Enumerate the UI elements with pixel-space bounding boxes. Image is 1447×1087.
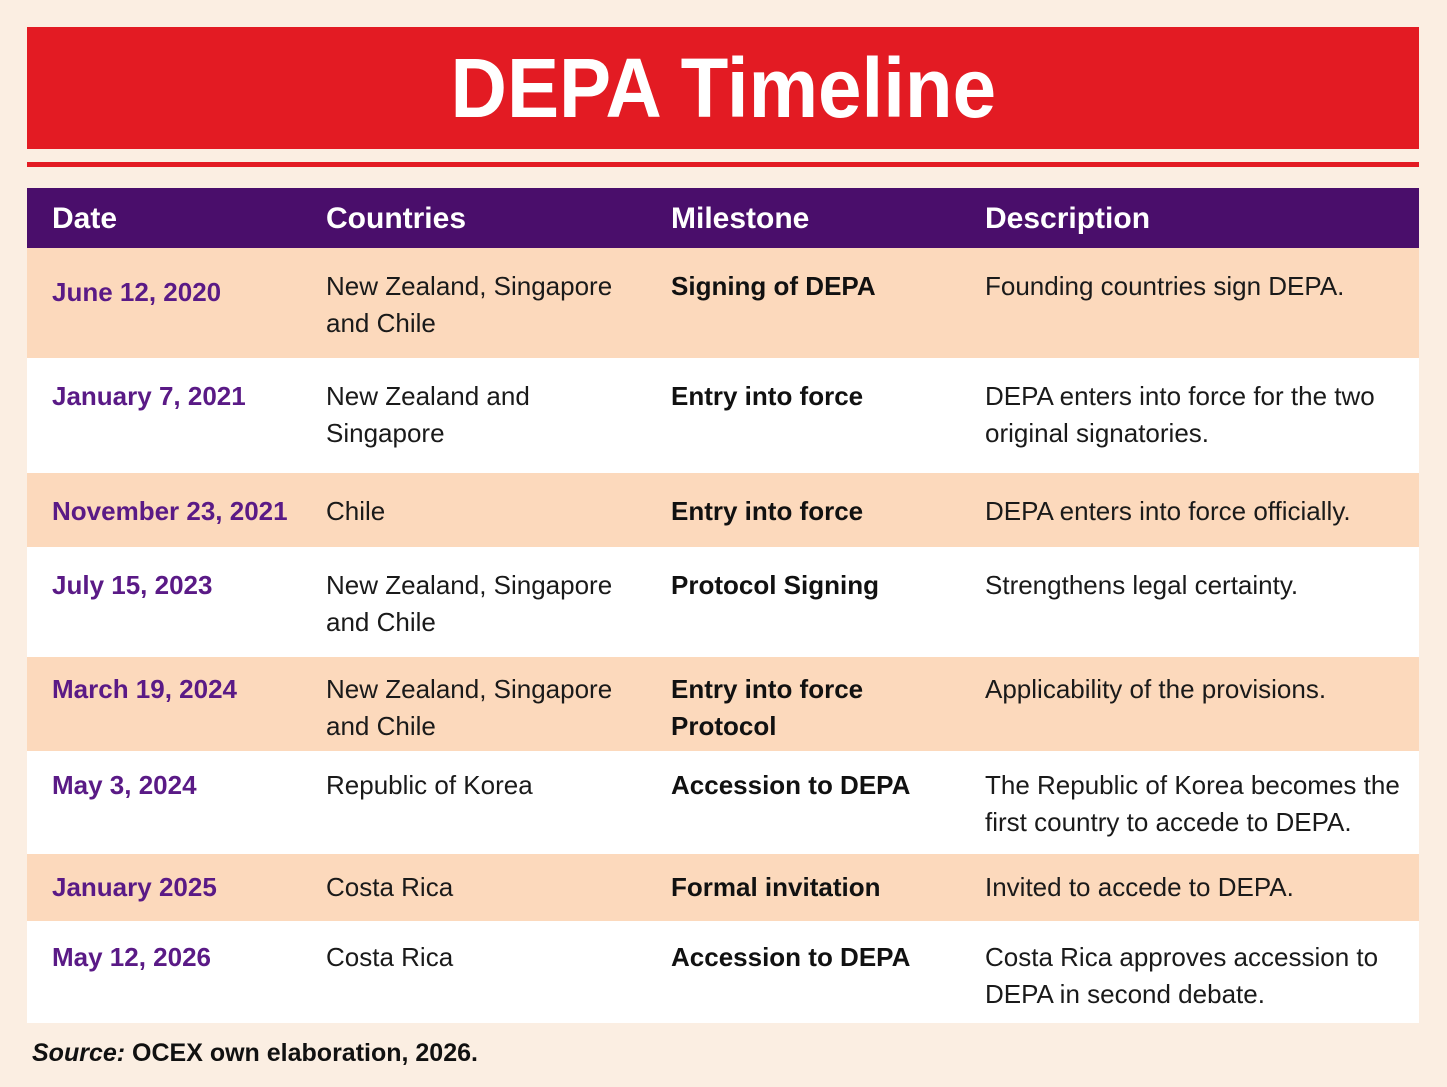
milestone-cell: Formal invitation — [671, 872, 881, 902]
date-cell: May 3, 2024 — [52, 770, 197, 800]
header-description: Description — [985, 201, 1151, 235]
date-cell: July 15, 2023 — [52, 570, 213, 600]
source-label: Source: — [32, 1039, 126, 1067]
table-row — [27, 921, 1419, 1023]
milestone-cell: Entry into force — [671, 381, 864, 411]
description-cell: Costa Rica approves accession to DEPA in second debate. — [985, 942, 1379, 1009]
countries-cell: New Zealand and Singapore — [326, 381, 530, 448]
date-cell: June 12, 2020 — [52, 277, 222, 307]
header-countries: Countries — [326, 201, 467, 235]
table-row — [27, 751, 1419, 854]
description-cell: DEPA enters into force for the two original signatories. — [985, 381, 1375, 448]
table-header-row — [27, 188, 1419, 248]
milestone-cell: Entry into force — [671, 496, 864, 526]
countries-cell: Costa Rica — [326, 942, 454, 972]
countries-cell: New Zealand, Singapore and Chile — [326, 570, 613, 637]
countries-cell: Chile — [326, 496, 386, 526]
table-row — [27, 473, 1419, 547]
date-cell: January 2025 — [52, 872, 217, 902]
table-row — [27, 358, 1419, 473]
milestone-cell: Protocol Signing — [671, 570, 879, 600]
description-cell: Founding countries sign DEPA. — [985, 271, 1345, 301]
milestone-cell: Entry into force Protocol — [671, 674, 864, 741]
header-milestone: Milestone — [671, 201, 810, 235]
source-note — [32, 1039, 478, 1068]
table-row — [27, 547, 1419, 657]
countries-cell: Costa Rica — [326, 872, 454, 902]
title-divider — [27, 162, 1419, 167]
date-cell: November 23, 2021 — [52, 496, 288, 526]
countries-cell: New Zealand, Singapore and Chile — [326, 271, 613, 338]
date-cell: January 7, 2021 — [52, 381, 246, 411]
date-cell: March 19, 2024 — [52, 674, 238, 704]
description-cell: The Republic of Korea becomes the first country to accede to DEPA. — [985, 770, 1400, 837]
table-row — [27, 854, 1419, 921]
milestone-cell: Accession to DEPA — [671, 942, 911, 972]
table-row — [27, 657, 1419, 751]
description-cell: Invited to accede to DEPA. — [985, 872, 1294, 902]
table-row — [27, 248, 1419, 358]
milestone-cell: Accession to DEPA — [671, 770, 911, 800]
milestone-cell: Signing of DEPA — [671, 271, 876, 301]
header-date: Date — [52, 201, 118, 235]
timeline-table — [27, 188, 1419, 1023]
countries-cell: New Zealand, Singapore and Chile — [326, 674, 613, 741]
description-cell: Strengthens legal certainty. — [985, 570, 1299, 600]
source-text: OCEX own elaboration, 2026. — [125, 1039, 478, 1067]
countries-cell: Republic of Korea — [326, 770, 533, 800]
date-cell: May 12, 2026 — [52, 942, 212, 972]
description-cell: Applicability of the provisions. — [985, 674, 1327, 704]
title-banner — [27, 27, 1419, 149]
page-title: DEPA Timeline — [450, 40, 996, 135]
description-cell: DEPA enters into force officially. — [985, 496, 1351, 526]
